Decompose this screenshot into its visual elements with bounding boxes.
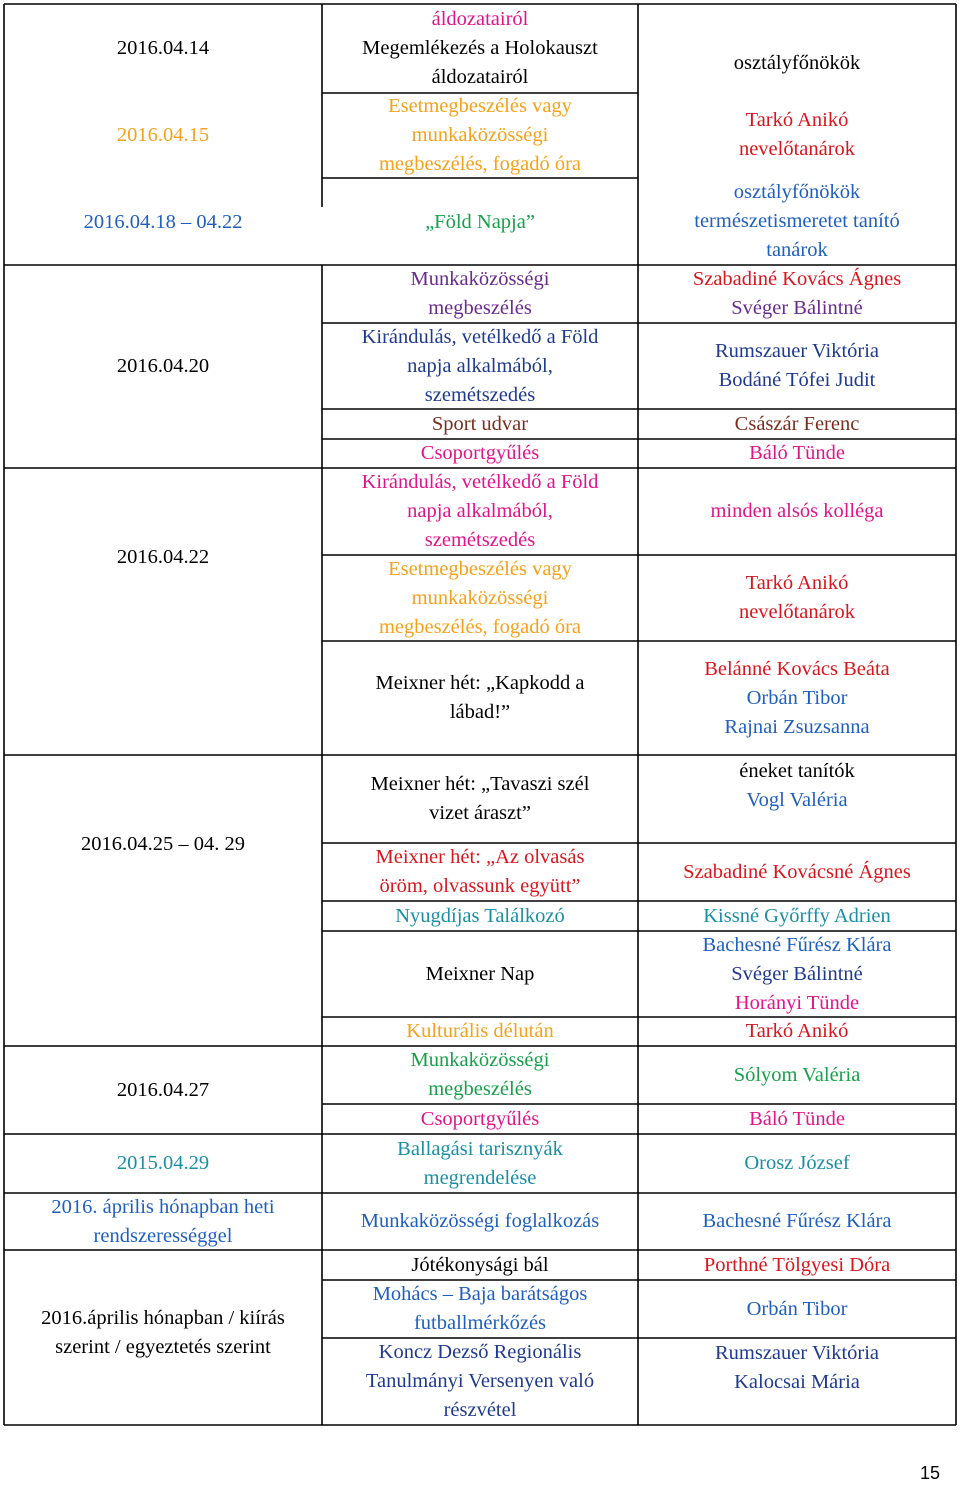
responsible-cell	[639, 105, 955, 165]
responsible-text: éneket tanítók	[739, 760, 855, 782]
event-cell	[323, 901, 637, 931]
event-cell	[323, 1134, 637, 1193]
event-text: Csoportgyűlés	[420, 1107, 540, 1130]
event-cell	[323, 265, 637, 323]
event-cell	[323, 755, 637, 843]
responsible-cell	[639, 931, 955, 1017]
date-text: rendszerességgel	[93, 1224, 233, 1247]
event-text: napja alkalmából,	[407, 500, 553, 522]
event-cell	[323, 93, 637, 178]
responsible-text: Svéger Bálintné	[731, 962, 863, 985]
date-text: 2016.04.27	[116, 1078, 210, 1101]
responsible-text: minden alsós kolléga	[710, 500, 884, 522]
event-text: Meixner hét: „Tavaszi szél	[370, 773, 590, 795]
responsible-text: Kalocsai Mária	[734, 1371, 860, 1393]
responsible-text: Belánné Kovács Beáta	[704, 657, 890, 680]
event-cell	[323, 843, 637, 901]
event-text: szemétszedés	[424, 383, 536, 406]
responsible-cell	[639, 468, 955, 555]
date-text: 2016.04.15	[116, 124, 210, 146]
responsible-text: Szabadiné Kovács Ágnes	[692, 268, 902, 290]
responsible-text: Orosz József	[744, 1152, 850, 1174]
responsible-cell	[639, 1134, 955, 1193]
event-text: Munkaközösségi foglalkozás	[360, 1210, 600, 1232]
event-text: Kirándulás, vetélkedő a Föld	[361, 325, 599, 348]
event-text: Munkaközösségi	[410, 1049, 550, 1071]
event-text: Jótékonysági bál	[411, 1253, 549, 1276]
page-number: 15	[920, 1463, 941, 1483]
responsible-cell	[639, 1104, 955, 1134]
responsible-text: természetismeretet tanító	[694, 210, 900, 232]
event-text: Ballagási tarisznyák	[397, 1137, 563, 1160]
event-text: munkaközösségi	[411, 586, 549, 609]
responsible-cell	[639, 1250, 955, 1280]
date-cell	[5, 93, 321, 178]
event-text: megbeszélés, fogadó óra	[378, 615, 582, 638]
responsible-cell	[639, 409, 955, 439]
event-text: Tanulmányi Versenyen való	[365, 1370, 595, 1392]
responsible-cell	[639, 555, 955, 641]
event-cell	[323, 323, 637, 409]
date-text: 2016.április hónapban / kiírás	[41, 1307, 285, 1329]
date-text: 2016.04.14	[116, 37, 210, 59]
date-text: 2016. április hónapban heti	[51, 1195, 275, 1218]
responsible-text: Bachesné Fűrész Klára	[702, 1210, 892, 1232]
date-text: szerint / egyeztetés szerint	[55, 1336, 271, 1358]
responsible-text: nevelőtanárok	[738, 138, 856, 160]
date-cell	[5, 207, 321, 237]
date-text: 2015.04.29	[116, 1152, 210, 1174]
responsible-text: Tarkó Anikó	[745, 109, 849, 131]
responsible-cell	[639, 1280, 955, 1338]
responsible-cell	[639, 641, 955, 755]
date-cell	[5, 1304, 321, 1370]
responsible-cell	[639, 843, 955, 901]
responsible-text: Szabadiné Kovácsné Ágnes	[683, 860, 911, 883]
responsible-text: Bachesné Fűrész Klára	[702, 933, 892, 956]
date-text: 2016.04.20	[116, 355, 210, 377]
responsible-cell	[639, 1193, 955, 1250]
event-text: öröm, olvassunk együtt”	[379, 875, 581, 897]
responsible-text: Tarkó Anikó	[745, 572, 849, 594]
event-cell	[323, 641, 637, 755]
date-cell	[5, 1193, 321, 1250]
responsible-cell	[639, 439, 955, 468]
date-cell	[5, 265, 321, 468]
event-cell	[323, 1280, 637, 1338]
event-cell	[323, 4, 637, 93]
event-text: Mohács – Baja barátságos	[372, 1283, 588, 1305]
event-cell	[323, 1338, 637, 1425]
event-cell	[323, 1017, 637, 1046]
responsible-cell	[639, 265, 955, 323]
event-text: munkaközösségi	[411, 124, 549, 146]
responsible-text: tanárok	[766, 239, 828, 261]
responsible-text: Rumszauer Viktória	[714, 340, 880, 362]
event-text: Megemlékezés a Holokauszt	[362, 37, 598, 59]
responsible-text: Svéger Bálintné	[731, 297, 863, 319]
responsible-cell	[639, 757, 955, 815]
event-text: Nyugdíjas Találkozó	[395, 904, 565, 927]
date-text: 2016.04.22	[116, 545, 210, 568]
responsible-text: nevelőtanárok	[738, 601, 856, 623]
event-cell	[323, 1046, 637, 1104]
responsible-text: osztályfőnökök	[733, 51, 861, 74]
event-cell	[323, 439, 637, 468]
responsible-cell	[639, 1046, 955, 1104]
event-cell	[323, 1193, 637, 1250]
event-cell	[323, 468, 637, 555]
event-text: Sport udvar	[431, 412, 529, 435]
date-cell	[5, 755, 321, 933]
event-text: napja alkalmából,	[407, 354, 553, 377]
event-text: áldozatairól	[431, 8, 529, 30]
responsible-cell	[639, 901, 955, 931]
event-text: futballmérkőzés	[413, 1312, 547, 1334]
date-cell	[5, 439, 321, 675]
responsible-text: Tarkó Anikó	[745, 1020, 849, 1042]
responsible-text: Báló Tünde	[749, 1107, 845, 1130]
responsible-text: Rajnai Zsuzsanna	[724, 715, 870, 738]
event-text: Kirándulás, vetélkedő a Föld	[361, 471, 599, 493]
event-cell	[323, 1104, 637, 1134]
event-text: áldozatairól	[431, 66, 529, 88]
responsible-cell	[639, 1338, 955, 1398]
event-text: lábad!”	[449, 701, 511, 723]
event-text: Meixner Nap	[425, 962, 535, 985]
event-cell	[323, 1250, 637, 1280]
event-text: részvétel	[443, 1399, 517, 1421]
responsible-text: Orbán Tibor	[746, 1297, 848, 1320]
responsible-text: osztályfőnökök	[733, 181, 861, 203]
event-text: Munkaközösségi	[410, 268, 550, 290]
event-text: „Föld Napja”	[425, 210, 535, 233]
event-text: Meixner hét: „Kapkodd a	[375, 672, 585, 694]
event-text: Koncz Dezső Regionális	[378, 1341, 582, 1363]
responsible-text: Császár Ferenc	[734, 412, 860, 435]
responsible-text: Orbán Tibor	[746, 686, 848, 709]
date-cell	[5, 1046, 321, 1134]
date-cell	[5, 4, 321, 93]
event-cell	[323, 931, 637, 1017]
event-text: Kulturális délután	[406, 1020, 554, 1042]
responsible-text: Porthné Tölgyesi Dóra	[703, 1253, 891, 1276]
responsible-text: Báló Tünde	[749, 442, 845, 464]
event-text: vizet áraszt”	[429, 802, 531, 824]
responsible-cell	[639, 323, 955, 409]
event-text: megbeszélés	[428, 1078, 532, 1100]
event-cell	[323, 555, 637, 641]
responsible-text: Rumszauer Viktória	[714, 1342, 880, 1364]
event-text: megbeszélés, fogadó óra	[378, 153, 582, 175]
responsible-cell	[639, 1017, 955, 1046]
responsible-text: Vogl Valéria	[746, 789, 848, 811]
event-cell	[323, 207, 637, 237]
responsible-text: Kissné Győrffy Adrien	[703, 904, 891, 927]
event-text: Meixner hét: „Az olvasás	[375, 846, 585, 868]
responsible-cell	[639, 178, 955, 265]
event-text: Esetmegbeszélés vagy	[388, 557, 572, 580]
event-text: szemétszedés	[424, 529, 536, 551]
responsible-text: Sólyom Valéria	[733, 1063, 861, 1086]
date-text: 2016.04.25 – 04. 29	[81, 832, 245, 855]
responsible-text: Bodáné Tófei Judit	[718, 369, 876, 391]
responsible-text: Horányi Tünde	[734, 991, 860, 1014]
event-text: Esetmegbeszélés vagy	[388, 95, 572, 117]
date-text: 2016.04.18 – 04.22	[83, 210, 243, 233]
event-text: Csoportgyűlés	[420, 442, 540, 464]
event-cell	[323, 409, 637, 439]
event-text: megrendelése	[423, 1166, 537, 1189]
date-cell	[5, 1134, 321, 1193]
event-text: megbeszélés	[428, 297, 532, 319]
